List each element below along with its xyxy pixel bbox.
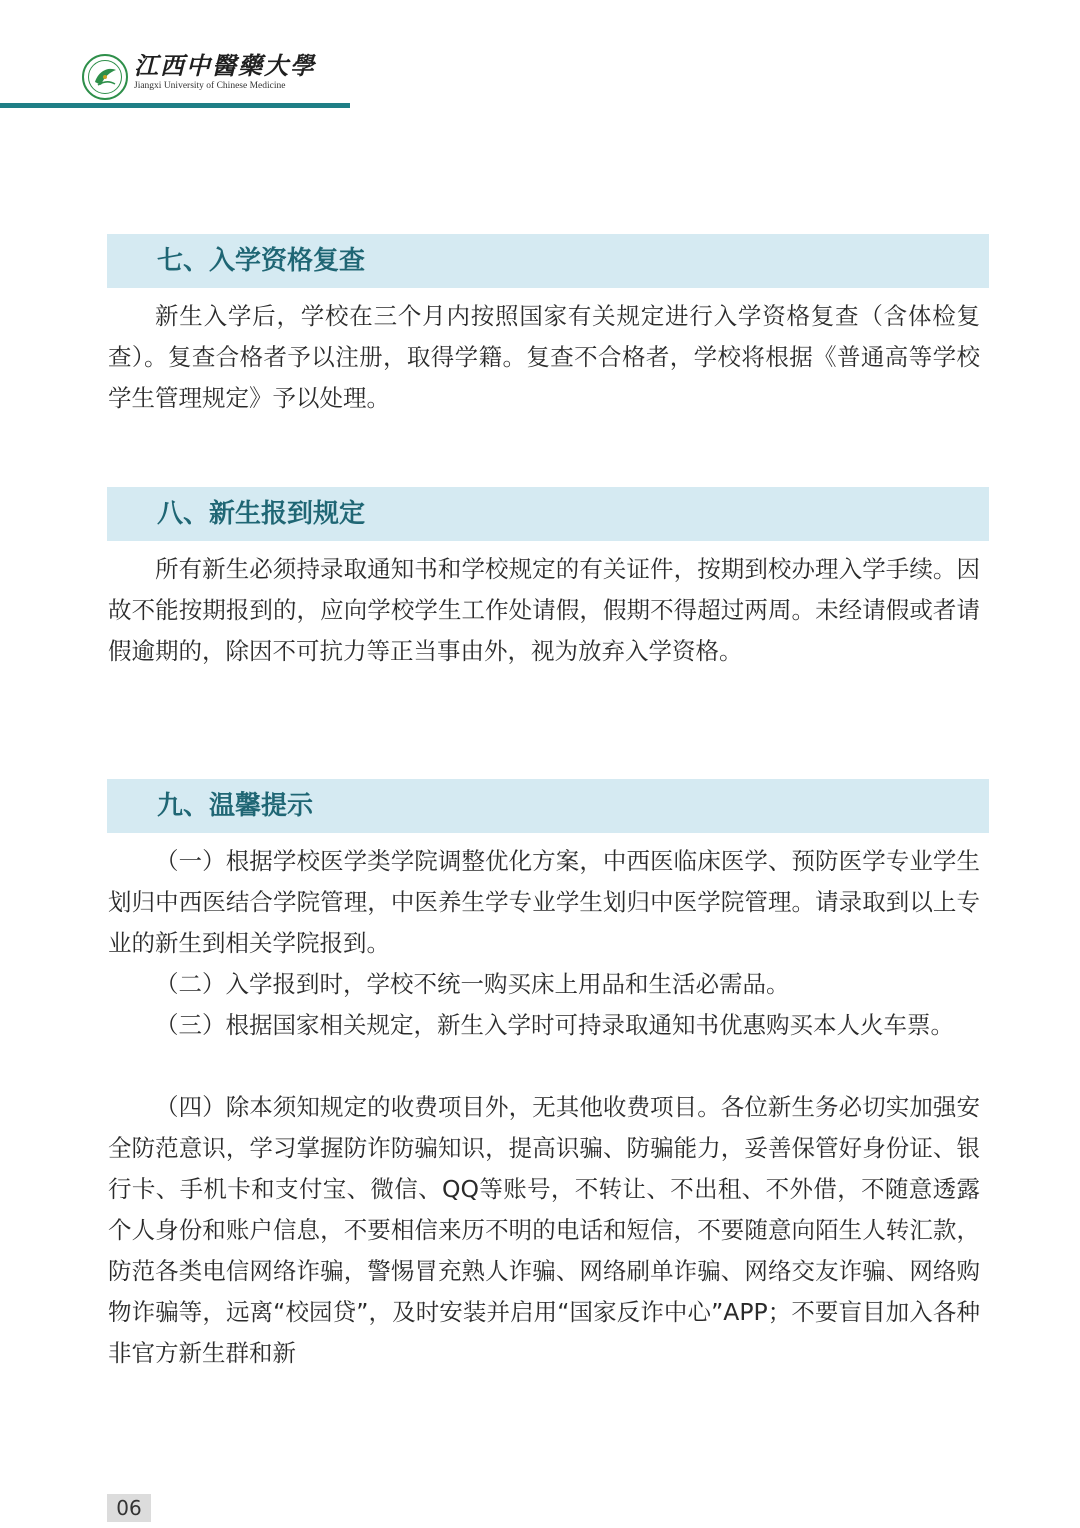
school-name-cn: 江西中醫藥大學: [134, 51, 316, 80]
header-rule: [0, 103, 350, 108]
section-7-paragraph: 新生入学后，学校在三个月内按照国家有关规定进行入学资格复查（含体检复查）。复查合格者予以注册，取得学籍。复查不合格者，学校将根据《普通高等学校学生管理规定》予以处理。: [108, 302, 980, 412]
tip-2-paragraph: （二）入学报到时，学校不统一购买床上用品和生活必需品。: [155, 970, 790, 998]
school-name-en: Jiangxi University of Chinese Medicine: [134, 81, 286, 91]
section-heading-7: [107, 234, 989, 288]
page-number: 06: [107, 1494, 151, 1522]
page-header: [0, 0, 1080, 110]
university-emblem-icon: [82, 54, 128, 100]
tip-1-paragraph: （一）根据学校医学类学院调整优化方案，中西医临床医学、预防医学专业学生划归中西医结合学院管理，中医养生学专业学生划归中医学院管理。请录取到以上专业的新生到相关学院报到。: [108, 847, 980, 957]
section-heading-8: [107, 487, 989, 541]
section-heading-text: 八、新生报到规定: [157, 499, 366, 529]
tip-4-paragraph: （四）除本须知规定的收费项目外，无其他收费项目。各位新生务必切实加强安全防范意识，学习掌握防诈防骗知识，提高识骗、防骗能力，妥善保管好身份证、银行卡、手机卡和支付宝、微信、QQ等账号，不转让、不出租、不外借，不随意透露个人身份和账户信息，不要相信来历不明的电话和短信，不要随意向陌生人转汇款，防范各类电信网络诈骗，警惕冒充熟人诈骗、网络刷单诈骗、网络交友诈骗、网络购物诈骗等，远离“校园贷”，及时安装并启用“国家反诈中心”APP；不要盲目加入各种非官方新生群和新: [108, 1093, 980, 1367]
section-8-paragraph: 所有新生必须持录取通知书和学校规定的有关证件，按期到校办理入学手续。因故不能按期报到的，应向学校学生工作处请假，假期不得超过两周。未经请假或者请假逾期的，除因不可抗力等正当事由外，视为放弃入学资格。: [108, 555, 980, 665]
section-heading-text: 七、入学资格复查: [157, 246, 366, 276]
section-heading-9: [107, 779, 989, 833]
tip-3-paragraph: （三）根据国家相关规定，新生入学时可持录取通知书优惠购买本人火车票。: [155, 1011, 954, 1039]
section-heading-text: 九、温馨提示: [157, 791, 314, 821]
